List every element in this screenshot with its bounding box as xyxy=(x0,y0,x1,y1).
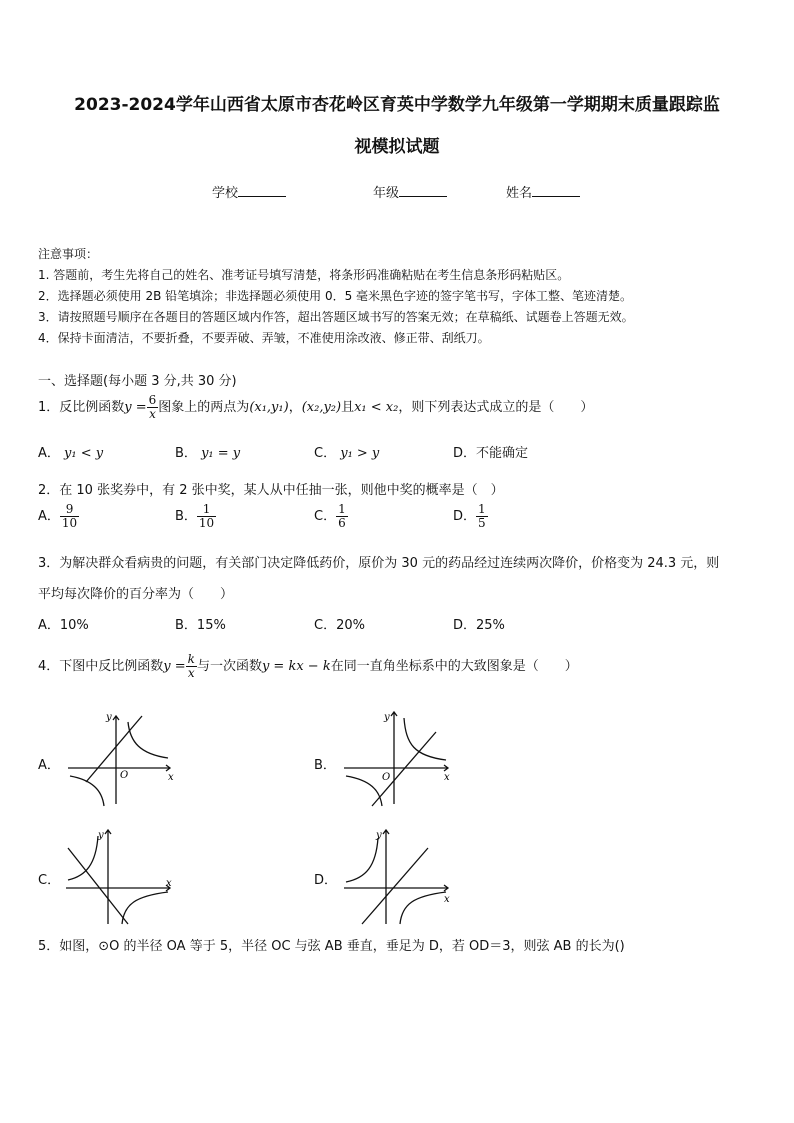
question-3-line-2: 平均每次降价的百分率为（ ） xyxy=(38,587,234,602)
question-2: 2．在 10 张奖券中，有 2 张中奖，某人从中任抽一张，则他中奖的概率是（ ） xyxy=(38,483,504,498)
q4-frac-num: k xyxy=(187,652,195,666)
q1-frac-den: x xyxy=(149,407,156,421)
q1-tail: ，则下列表达式成立的是（ ） xyxy=(398,400,594,415)
q1-num: 1．反比例函数 xyxy=(38,400,125,415)
q4-a-x-label: x xyxy=(168,772,174,783)
q3-option-b: B．15% xyxy=(175,618,226,633)
q4-b-x-label: x xyxy=(444,772,450,783)
q1-option-b-label: B． xyxy=(175,446,197,461)
q2-option-d xyxy=(453,503,488,530)
name-field xyxy=(506,182,580,201)
question-1 xyxy=(38,393,593,423)
q4-tail: 在同一直角坐标系中的大致图象是（ ） xyxy=(330,659,578,674)
q2-option-a xyxy=(38,503,79,530)
q4-graph-d xyxy=(342,826,456,926)
grade-blank xyxy=(399,184,447,197)
q4-b-origin: O xyxy=(382,772,391,783)
q4-b-hyperbola-1 xyxy=(404,718,446,760)
note-item-1: 1. 答题前，考生先将自己的姓名、准考证号填写清楚，将条形码准确粘贴在考生信息条形码粘贴区。 xyxy=(38,268,570,282)
q4-graph-b xyxy=(342,708,456,808)
q1-option-c-label: C． xyxy=(314,446,337,461)
question-4 xyxy=(38,652,578,682)
note-item-2: 2．选择题必须使用 2B 铅笔填涂；非选择题必须使用 0．5 毫米黑色字迹的签字笔书写，字体工整、笔迹清楚。 xyxy=(38,289,633,303)
q4-option-d-label: D． xyxy=(314,873,338,888)
q2-b-num: 1 xyxy=(197,503,216,517)
q4-d-hyperbola-1 xyxy=(346,838,378,882)
q1-mid: 图象上的两点为 xyxy=(158,400,250,415)
q1-option-b-value: y₁ = y xyxy=(201,446,241,461)
q4-option-c-label: C． xyxy=(38,873,61,888)
q2-option-b-fraction xyxy=(197,503,216,530)
q2-a-den: 10 xyxy=(61,516,78,530)
q4-a-line xyxy=(86,716,142,782)
q4-graph-a xyxy=(64,708,178,808)
q3-option-c: C．20% xyxy=(314,618,365,633)
q4-c-hyperbola-2 xyxy=(122,892,168,924)
note-item-4: 4．保持卡面清洁，不要折叠，不要弄破、弄皱，不准使用涂改液、修正带、刮纸刀。 xyxy=(38,331,490,345)
q1-comma: ， xyxy=(288,400,302,415)
q1-option-c-value: y₁ > y xyxy=(340,446,380,461)
q4-b-y-label: y xyxy=(384,712,390,723)
q4-mid: 与一次函数 xyxy=(196,659,262,674)
q1-point-2: (x₂,y₂) xyxy=(301,400,342,415)
q2-option-d-label: D． xyxy=(453,509,477,524)
section-1-heading: 一、选择题(每小题 3 分,共 30 分) xyxy=(38,374,237,389)
q1-option-b xyxy=(175,442,240,461)
q2-option-b xyxy=(175,503,216,530)
q1-and: 且 xyxy=(341,400,355,415)
note-item-3: 3．请按照题号顺序在各题目的答题区域内作答，超出答题区域书写的答案无效；在草稿纸、试题卷上答题无效。 xyxy=(38,310,634,324)
q1-option-d: D．不能确定 xyxy=(453,446,529,461)
q2-option-c-label: C． xyxy=(314,509,337,524)
q2-b-den: 10 xyxy=(198,516,215,530)
q4-d-y-label: y xyxy=(376,830,382,841)
q2-d-den: 5 xyxy=(478,516,486,530)
q4-d-x-label: x xyxy=(444,894,450,905)
q3-option-d: D．25% xyxy=(453,618,505,633)
q2-d-num: 1 xyxy=(478,502,486,516)
q4-func-1: y = xyxy=(163,659,186,674)
q3-option-a: A．10% xyxy=(38,618,89,633)
q2-option-b-label: B． xyxy=(175,509,197,524)
q4-d-hyperbola-2 xyxy=(400,892,446,924)
q2-option-a-label: A． xyxy=(38,509,60,524)
q4-a-origin: O xyxy=(120,770,129,781)
q1-frac-num: 6 xyxy=(148,393,157,407)
name-label: 姓名 xyxy=(506,186,533,201)
q1-option-a xyxy=(38,442,103,461)
q2-a-num: 9 xyxy=(60,503,79,517)
question-3-line-1: 3．为解决群众看病贵的问题，有关部门决定降低药价，原价为 30 元的药品经过连续两次降价，价格变为 24.3 元，则 xyxy=(38,556,720,571)
title-line-1: 2023-2024学年山西省太原市杏花岭区育英中学数学九年级第一学期期末质量跟踪监 xyxy=(74,95,720,115)
q4-d-line xyxy=(362,848,428,924)
q1-option-a-label: A． xyxy=(38,446,60,461)
q4-a-y-label: y xyxy=(106,712,112,723)
q4-c-x-label: x xyxy=(166,878,172,889)
q4-c-y-label: y xyxy=(98,830,104,841)
school-label: 学校 xyxy=(212,186,239,201)
q1-option-a-value: y₁ < y xyxy=(64,446,104,461)
school-blank xyxy=(238,184,286,197)
title-line-2: 视模拟试题 xyxy=(354,137,440,157)
q1-option-c xyxy=(314,442,379,461)
q2-option-a-fraction xyxy=(60,503,79,530)
q4-option-b-label: B． xyxy=(314,758,336,773)
notes-heading: 注意事项： xyxy=(38,247,99,261)
q4-frac-den: x xyxy=(187,666,195,680)
grade-label: 年级 xyxy=(373,186,400,201)
q2-option-d-fraction xyxy=(476,503,488,530)
q4-a-hyperbola-1 xyxy=(128,722,168,758)
school-field xyxy=(212,182,286,201)
q4-c-hyperbola-1 xyxy=(68,836,98,880)
q4-func-2: y = kx − k xyxy=(261,659,331,674)
q4-graph-c xyxy=(64,826,178,926)
name-blank xyxy=(532,184,580,197)
q2-c-den: 6 xyxy=(338,516,346,530)
question-5: 5．如图，⊙O 的半径 OA 等于 5，半径 OC 与弦 AB 垂直，垂足为 D，若 OD＝3，则弦 AB 的长为() xyxy=(38,939,625,954)
q1-func-lhs: y = xyxy=(124,400,147,415)
grade-field xyxy=(373,182,447,201)
q4-option-a-label: A． xyxy=(38,758,60,773)
q1-condition: x₁ < x₂ xyxy=(354,400,399,415)
q2-option-c xyxy=(314,503,348,530)
q4-fraction xyxy=(186,653,197,680)
q4-b-line xyxy=(372,732,436,806)
q2-c-num: 1 xyxy=(338,502,346,516)
q4-num: 4．下图中反比例函数 xyxy=(38,659,164,674)
q1-fraction xyxy=(147,394,159,421)
q4-c-line xyxy=(68,848,128,924)
q2-option-c-fraction xyxy=(336,503,348,530)
q1-point-1: (x₁,y₁) xyxy=(249,400,289,415)
